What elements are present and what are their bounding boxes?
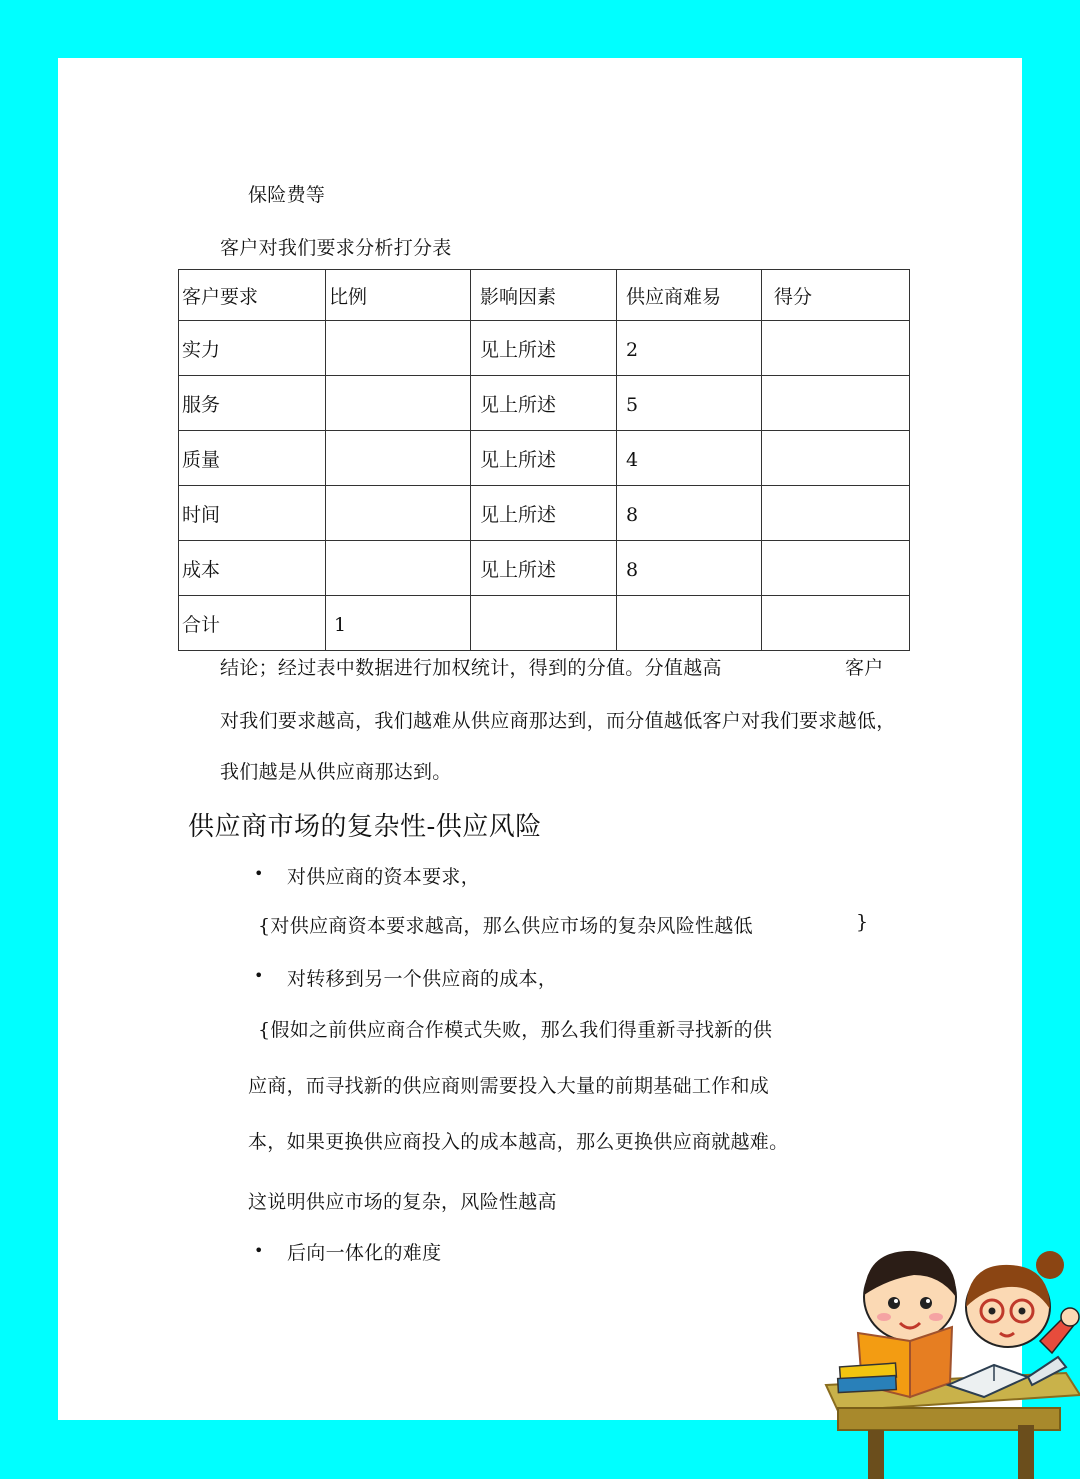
header-cell: 得分 <box>762 270 910 321</box>
table-cell: 质量 <box>179 431 326 486</box>
table-row <box>179 321 910 376</box>
section-heading: 供应商市场的复杂性-供应风险 <box>188 812 542 842</box>
switching-detail-line-4: 这说明供应市场的复杂，风险性越高 <box>248 1191 557 1213</box>
table-total-row <box>179 596 910 651</box>
table-row <box>179 486 910 541</box>
bullet-item-integration: 后向一体化的难度 <box>287 1242 442 1264</box>
table-cell <box>762 376 910 431</box>
table-cell <box>762 431 910 486</box>
closing-brace: } <box>856 911 869 933</box>
bullet-dot: • <box>254 864 264 883</box>
table-cell: 成本 <box>179 541 326 596</box>
bullet-item-capital: 对供应商的资本要求， <box>287 866 481 888</box>
table-cell: 见上所述 <box>471 321 617 376</box>
table-cell <box>326 431 471 486</box>
table-header-row <box>179 270 910 321</box>
table-title: 客户对我们要求分析打分表 <box>220 237 452 259</box>
table-cell: 实力 <box>179 321 326 376</box>
header-cell: 客户要求 <box>179 270 326 321</box>
table-cell: 8 <box>617 541 762 596</box>
page-sheet <box>58 58 1022 1420</box>
table-cell: 时间 <box>179 486 326 541</box>
table-cell <box>326 321 471 376</box>
table-cell <box>762 486 910 541</box>
table-row <box>179 376 910 431</box>
conclusion-line-1: 结论；经过表中数据进行加权统计，得到的分值。分值越高 <box>220 657 722 679</box>
table-cell: 见上所述 <box>471 541 617 596</box>
table-cell <box>762 541 910 596</box>
bullet-detail-capital: {对供应商资本要求越高，那么供应市场的复杂风险性越低 <box>258 915 753 937</box>
table-cell <box>762 321 910 376</box>
bullet-item-switching-cost: 对转移到另一个供应商的成本， <box>287 968 558 990</box>
table-cell <box>471 596 617 651</box>
header-cell: 供应商难易 <box>617 270 762 321</box>
switching-detail-line-2: 应商，而寻找新的供应商则需要投入大量的前期基础工作和成 <box>248 1075 770 1097</box>
score-table <box>178 269 910 651</box>
table-cell: 1 <box>326 596 471 651</box>
table-cell <box>617 596 762 651</box>
insurance-line: 保险费等 <box>248 184 326 206</box>
kids-reading-illustration <box>818 1245 1080 1479</box>
table-cell: 4 <box>617 431 762 486</box>
table-cell: 合计 <box>179 596 326 651</box>
bullet-dot: • <box>254 1241 264 1260</box>
table-cell: 5 <box>617 376 762 431</box>
table-cell: 见上所述 <box>471 486 617 541</box>
table-row <box>179 431 910 486</box>
table-cell <box>326 376 471 431</box>
header-cell: 影响因素 <box>471 270 617 321</box>
bullet-dot: • <box>254 966 264 985</box>
table-cell: 见上所述 <box>471 376 617 431</box>
switching-detail-line-3: 本，如果更换供应商投入的成本越高，那么更换供应商就越难。 <box>248 1131 789 1153</box>
table-cell: 2 <box>617 321 762 376</box>
table-cell <box>326 541 471 596</box>
switching-detail-line-1: {假如之前供应商合作模式失败，那么我们得重新寻找新的供 <box>258 1019 773 1041</box>
table-cell <box>326 486 471 541</box>
table-cell <box>762 596 910 651</box>
table-cell: 8 <box>617 486 762 541</box>
conclusion-line-2: 对我们要求越高，我们越难从供应商那达到，而分值越低客户对我们要求越低， <box>220 710 896 732</box>
table-row <box>179 541 910 596</box>
conclusion-line-3: 我们越是从供应商那达到。 <box>220 761 452 783</box>
table-cell: 见上所述 <box>471 431 617 486</box>
header-cell: 比例 <box>326 270 471 321</box>
table-cell: 服务 <box>179 376 326 431</box>
conclusion-line-1-end: 客户 <box>845 657 884 679</box>
